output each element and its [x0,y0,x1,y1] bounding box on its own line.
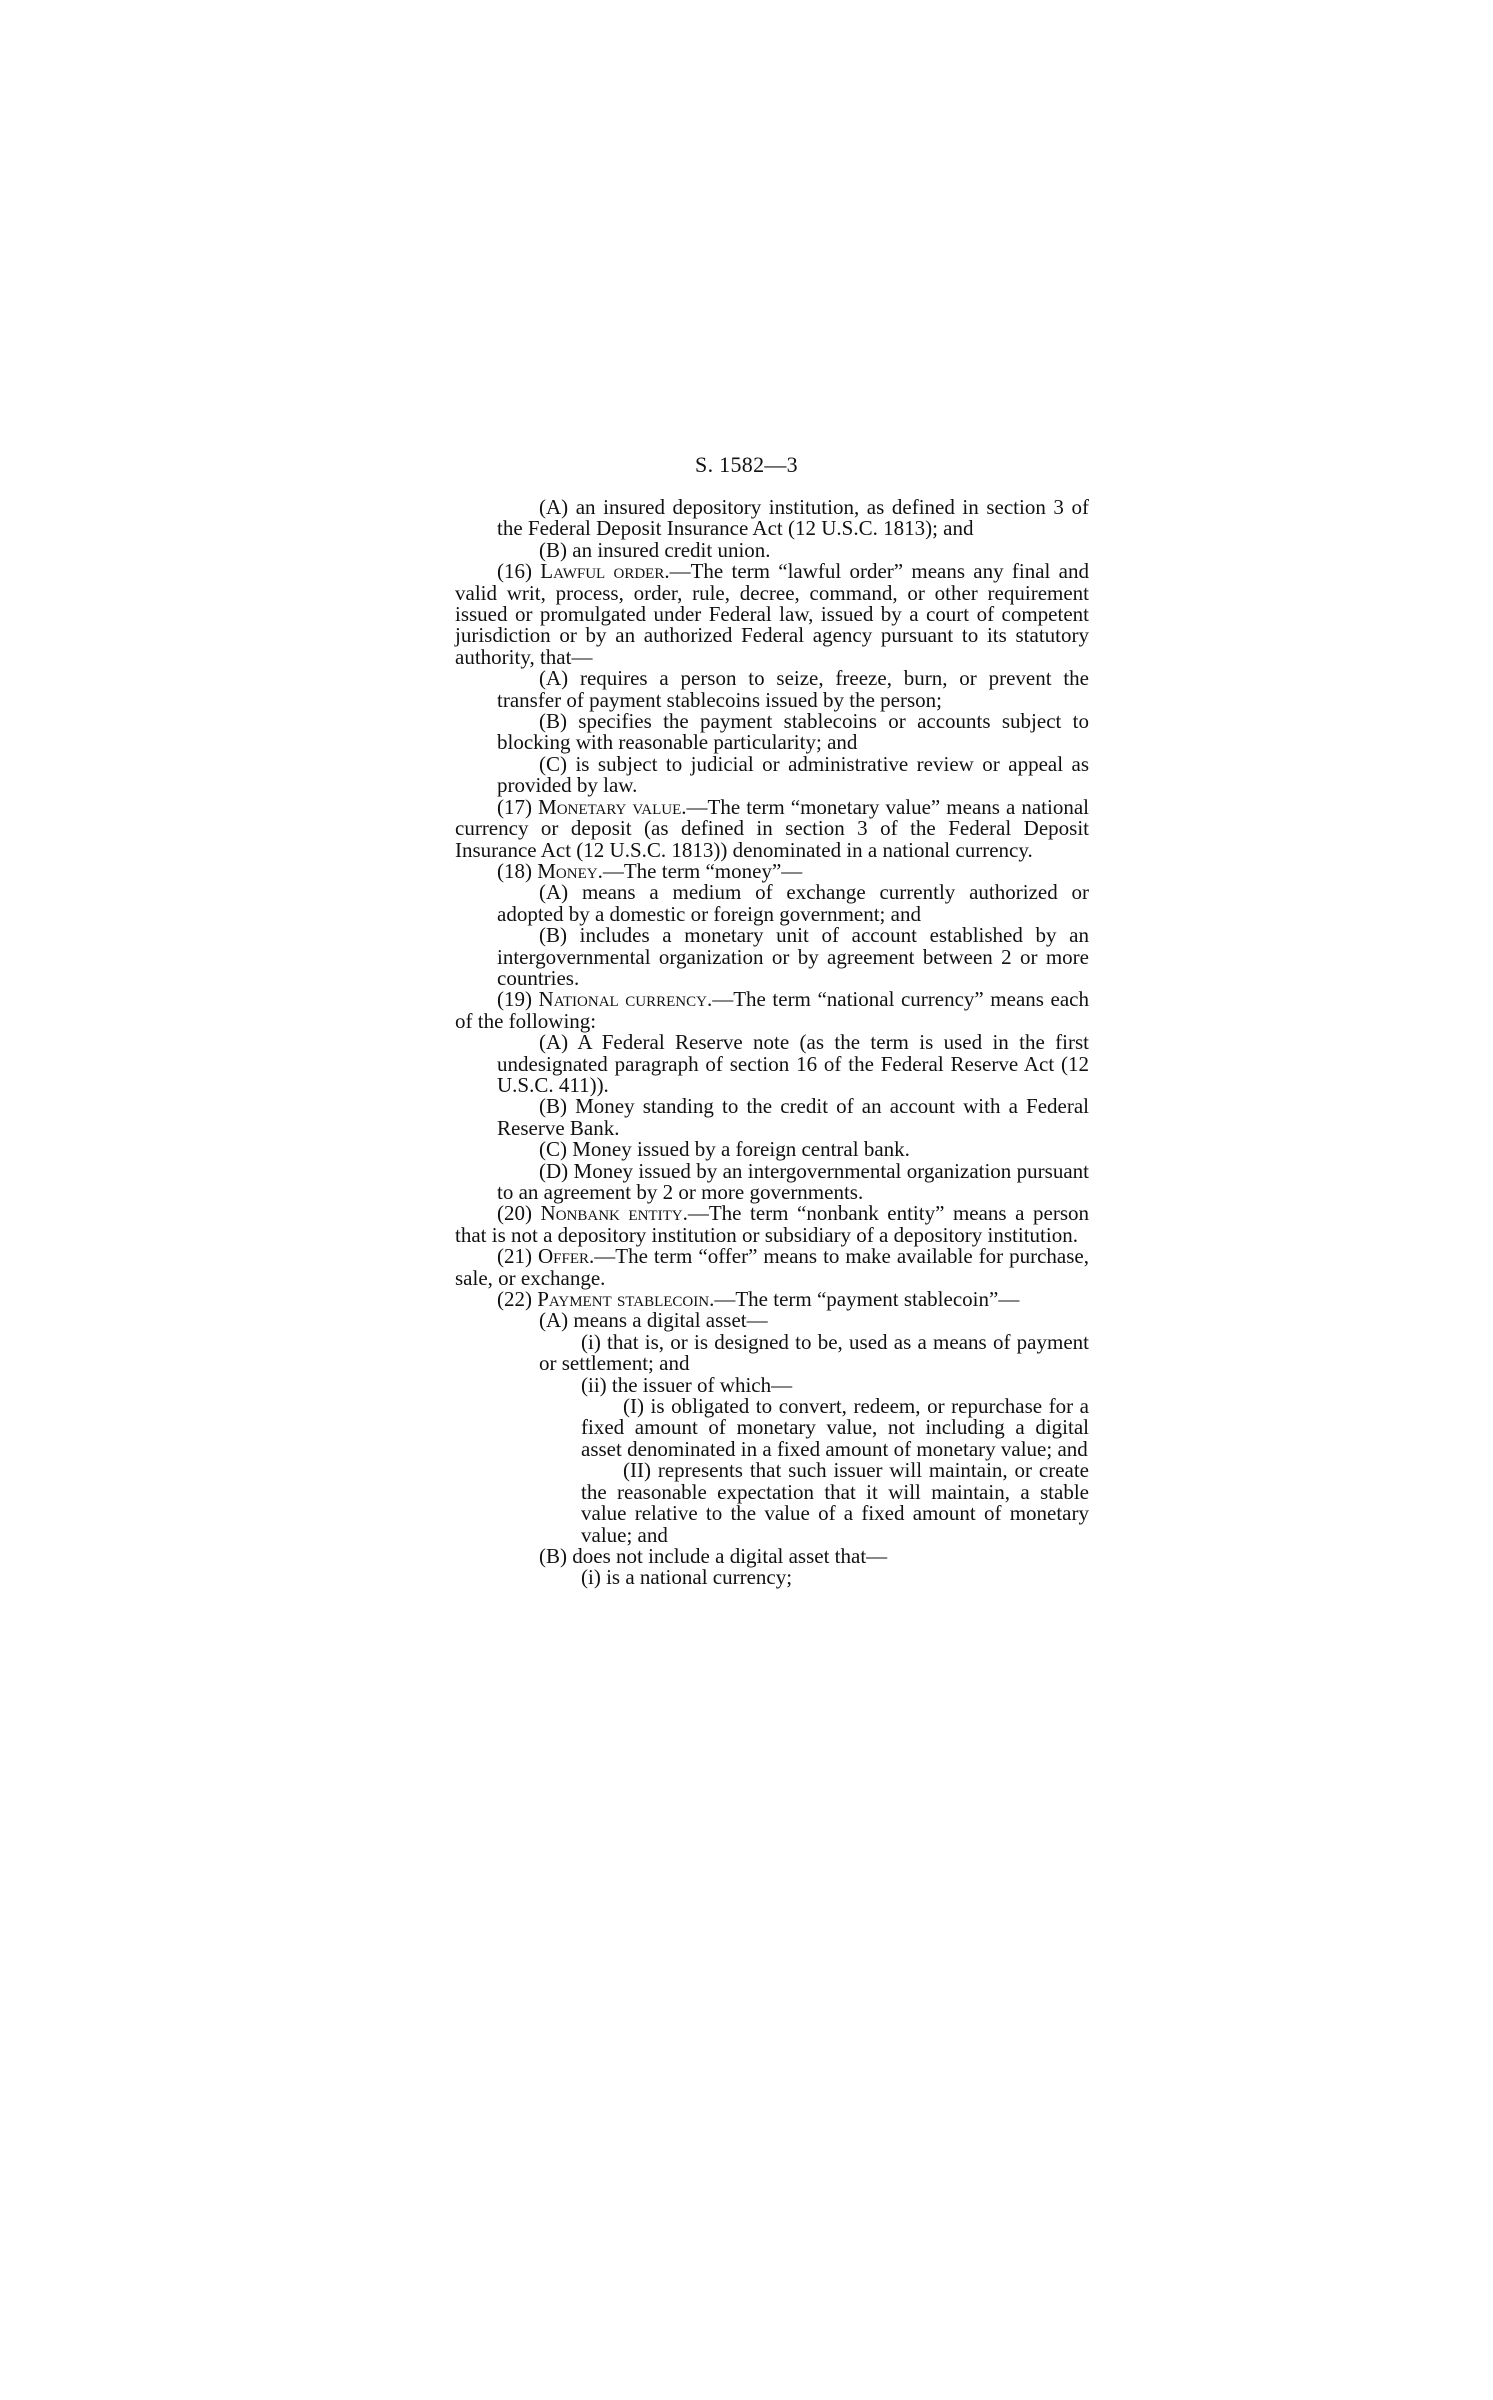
section-heading: Nonbank entity [540,1201,683,1226]
paragraph: (B) includes a monetary unit of account established by an intergovernmental organization or by agreement between 2 or more countries. [497,923,1089,990]
paragraph: (A) means a digital asset— [539,1308,768,1333]
section-heading: National currency [538,987,707,1012]
paragraph: (19) National currency.—The term “national currency” means each of the following: [455,987,1089,1033]
paragraph: (22) Payment stablecoin.—The term “payment stablecoin”— [497,1287,1020,1312]
section-heading: Lawful order [540,559,665,584]
paragraph: (18) Money.—The term “money”— [497,858,803,883]
page-header: S. 1582—3 [695,452,798,477]
paragraph: (A) requires a person to seize, freeze, burn, or prevent the transfer of payment stablecoins issued by the person; [497,666,1089,712]
paragraph: (i) is a national currency; [581,1565,793,1590]
paragraph: (A) an insured depository institution, as defined in section 3 of the Federal Deposit Insurance Act (12 U.S.C. 1813); and [497,495,1089,541]
paragraph: (D) Money issued by an intergovernmental organization pursuant to an agreement by 2 or more governments. [497,1158,1089,1204]
paragraph: (20) Nonbank entity.—The term “nonbank entity” means a person that is not a depository institution or subsidiary of a depository institution. [455,1201,1089,1247]
paragraph: (17) Monetary value.—The term “monetary value” means a national currency or deposit (as defined in section 3 of the Federal Deposit Insurance Act (12 U.S.C. 1813)) denominated in a national currency. [455,794,1089,862]
paragraph: (21) Offer.—The term “offer” means to make available for purchase, sale, or exchange. [455,1244,1089,1290]
paragraph: (B) an insured credit union. [539,537,771,562]
paragraph: (i) that is, or is designed to be, used as a means of payment or settlement; and [539,1329,1089,1376]
paragraph: (II) represents that such issuer will maintain, or create the reasonable expectation that it will maintain, a stable value relative to the value of a fixed amount of monetary value; and [581,1458,1089,1547]
paragraph: (I) is obligated to convert, redeem, or repurchase for a fixed amount of monetary value, not including a digital asset denominated in a fixed amount of monetary value; and [581,1394,1089,1461]
section-heading: Monetary value [538,794,682,819]
paragraph: (B) Money standing to the credit of an account with a Federal Reserve Bank. [497,1094,1089,1140]
section-heading: Money [537,858,598,883]
paragraph: (16) Lawful order.—The term “lawful order” means any final and valid writ, process, order, rule, decree, command, or other requirement issued or promulgated under Federal law, issued by a court of competent jurisdiction or by an authorized Federal agency pursuant to its statutory authority, that— [455,559,1089,669]
section-heading: Payment stablecoin [537,1287,710,1312]
paragraph: (B) specifies the payment stablecoins or accounts subject to blocking with reasonable particularity; and [497,709,1089,755]
paragraph: (C) Money issued by a foreign central bank. [539,1137,910,1162]
paragraph: (C) is subject to judicial or administrative review or appeal as provided by law. [497,751,1089,798]
paragraph: (A) means a medium of exchange currently authorized or adopted by a domestic or foreign government; and [497,880,1089,926]
document-body [455,497,1089,1589]
paragraph: (ii) the issuer of which— [581,1372,793,1397]
paragraph: (B) does not include a digital asset that— [539,1543,888,1568]
section-heading: Offer [537,1244,590,1269]
paragraph: (A) A Federal Reserve note (as the term is used in the first undesignated paragraph of section 16 of the Federal Reserve Act (12 U.S.C. 411)). [497,1030,1089,1097]
